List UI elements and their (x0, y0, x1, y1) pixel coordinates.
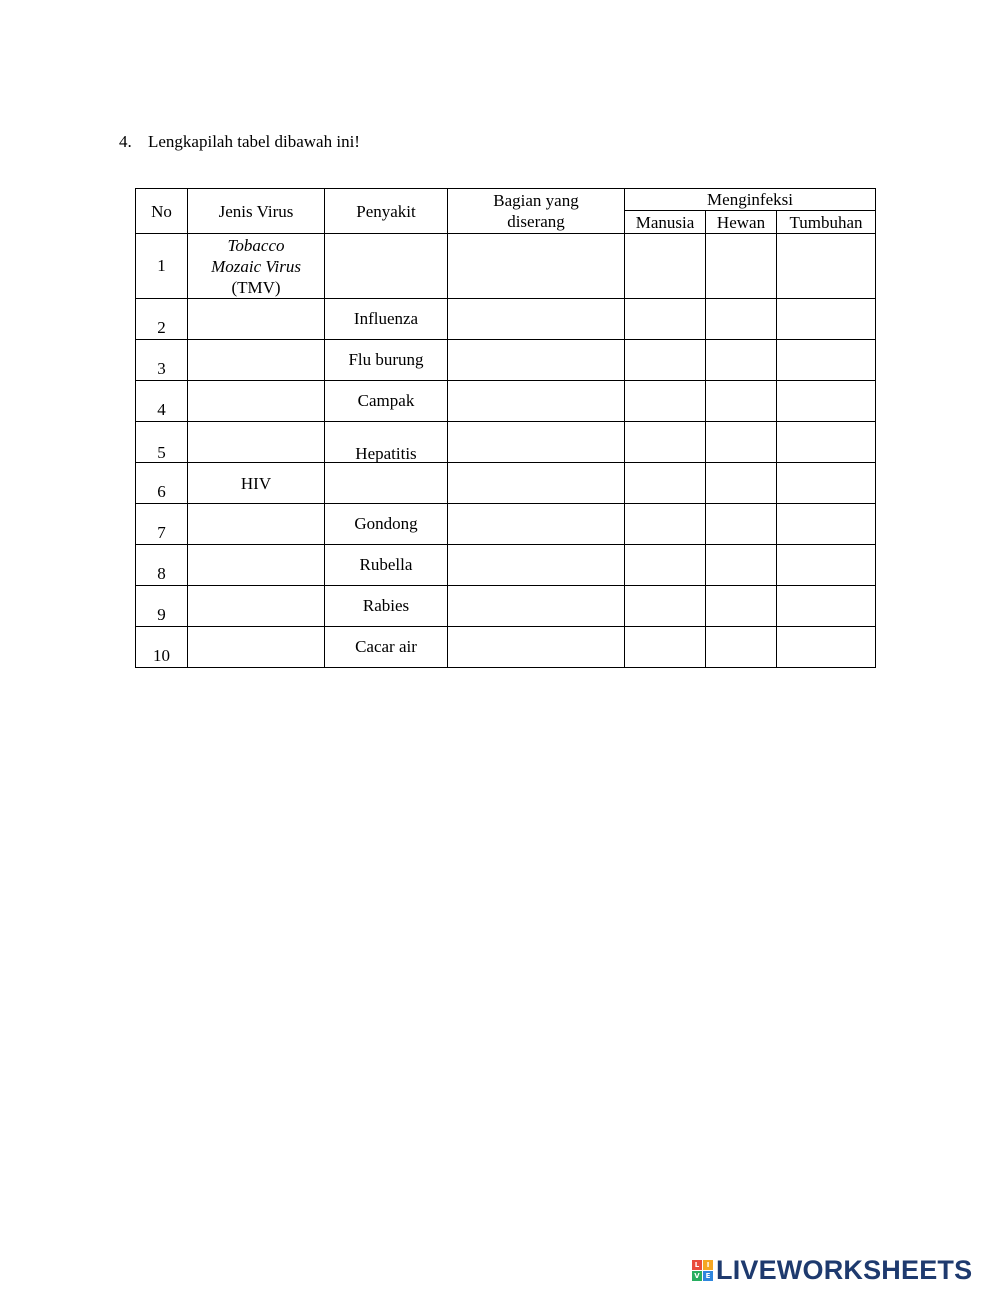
cell-manusia[interactable] (625, 545, 706, 586)
cell-manusia[interactable] (625, 381, 706, 422)
logo-mark-icon (692, 1260, 713, 1281)
cell-manusia[interactable] (625, 586, 706, 627)
cell-jenis-virus: HIV (188, 463, 325, 504)
cell-hewan[interactable] (706, 234, 777, 299)
cell-jenis-virus[interactable] (188, 299, 325, 340)
cell-tumbuhan[interactable] (777, 299, 876, 340)
logo-mark-letter: E (703, 1271, 713, 1281)
cell-bagian-diserang[interactable] (448, 586, 625, 627)
cell-hewan[interactable] (706, 586, 777, 627)
cell-hewan[interactable] (706, 422, 777, 463)
cell-penyakit[interactable] (325, 463, 448, 504)
cell-bagian-diserang[interactable] (448, 234, 625, 299)
cell-tumbuhan[interactable] (777, 422, 876, 463)
table-row (136, 340, 876, 381)
cell-no: 5 (136, 422, 188, 463)
cell-tumbuhan[interactable] (777, 381, 876, 422)
header-no: No (136, 189, 188, 234)
cell-penyakit: Cacar air (325, 627, 448, 668)
cell-penyakit: Rabies (325, 586, 448, 627)
header-tumbuhan: Tumbuhan (777, 211, 876, 234)
question (119, 132, 360, 152)
cell-jenis-virus[interactable] (188, 234, 325, 299)
header-menginfeksi: Menginfeksi (625, 189, 876, 211)
cell-no: 9 (136, 586, 188, 627)
table-row (136, 463, 876, 504)
cell-bagian-diserang[interactable] (448, 381, 625, 422)
cell-manusia[interactable] (625, 234, 706, 299)
question-text: Lengkapilah tabel dibawah ini! (148, 132, 360, 151)
cell-penyakit: Rubella (325, 545, 448, 586)
cell-no: 4 (136, 381, 188, 422)
cell-no: 7 (136, 504, 188, 545)
cell-hewan[interactable] (706, 545, 777, 586)
cell-hewan[interactable] (706, 340, 777, 381)
cell-bagian-diserang[interactable] (448, 299, 625, 340)
cell-bagian-diserang[interactable] (448, 504, 625, 545)
cell-hewan[interactable] (706, 299, 777, 340)
table-row (136, 586, 876, 627)
table-row (136, 504, 876, 545)
logo-mark-letter: I (703, 1260, 713, 1270)
table-row (136, 381, 876, 422)
jenis-virus-abbr: (TMV) (231, 277, 281, 297)
cell-bagian-diserang[interactable] (448, 463, 625, 504)
cell-tumbuhan[interactable] (777, 463, 876, 504)
cell-bagian-diserang[interactable] (448, 545, 625, 586)
table-row (136, 299, 876, 340)
table-row (136, 545, 876, 586)
table-row (136, 422, 876, 463)
header-bagian-diserang: Bagian yang diserang (448, 189, 625, 234)
cell-no: 1 (136, 234, 188, 299)
header-jenis-virus: Jenis Virus (188, 189, 325, 234)
cell-penyakit[interactable] (325, 234, 448, 299)
cell-bagian-diserang[interactable] (448, 627, 625, 668)
cell-manusia[interactable] (625, 299, 706, 340)
cell-tumbuhan[interactable] (777, 586, 876, 627)
cell-no: 2 (136, 299, 188, 340)
logo-mark-letter: V (692, 1271, 702, 1281)
cell-penyakit: Flu burung (325, 340, 448, 381)
cell-jenis-virus[interactable] (188, 586, 325, 627)
cell-no: 10 (136, 627, 188, 668)
header-hewan: Hewan (706, 211, 777, 234)
header-penyakit: Penyakit (325, 189, 448, 234)
cell-penyakit: Gondong (325, 504, 448, 545)
cell-jenis-virus[interactable] (188, 504, 325, 545)
cell-penyakit: Influenza (325, 299, 448, 340)
cell-bagian-diserang[interactable] (448, 340, 625, 381)
cell-hewan[interactable] (706, 463, 777, 504)
cell-no: 3 (136, 340, 188, 381)
cell-manusia[interactable] (625, 463, 706, 504)
table-row (136, 234, 876, 299)
cell-jenis-virus[interactable] (188, 340, 325, 381)
cell-penyakit: Campak (325, 381, 448, 422)
cell-penyakit: Hepatitis (325, 422, 448, 463)
cell-no: 8 (136, 545, 188, 586)
cell-hewan[interactable] (706, 504, 777, 545)
cell-manusia[interactable] (625, 340, 706, 381)
cell-tumbuhan[interactable] (777, 504, 876, 545)
cell-tumbuhan[interactable] (777, 340, 876, 381)
cell-jenis-virus[interactable] (188, 422, 325, 463)
cell-tumbuhan[interactable] (777, 234, 876, 299)
cell-jenis-virus[interactable] (188, 627, 325, 668)
logo-mark-letter: L (692, 1260, 702, 1270)
cell-hewan[interactable] (706, 627, 777, 668)
cell-bagian-diserang[interactable] (448, 422, 625, 463)
cell-no: 6 (136, 463, 188, 504)
virus-table (135, 188, 876, 668)
liveworksheets-logo (692, 1256, 972, 1284)
cell-manusia[interactable] (625, 504, 706, 545)
cell-manusia[interactable] (625, 627, 706, 668)
jenis-virus-name: Tobacco Mozaic Virus (211, 235, 301, 276)
header-manusia: Manusia (625, 211, 706, 234)
cell-jenis-virus[interactable] (188, 545, 325, 586)
cell-tumbuhan[interactable] (777, 627, 876, 668)
logo-text: LIVEWORKSHEETS (716, 1254, 973, 1285)
cell-jenis-virus[interactable] (188, 381, 325, 422)
question-number: 4. (119, 132, 132, 151)
cell-hewan[interactable] (706, 381, 777, 422)
table-row (136, 627, 876, 668)
cell-tumbuhan[interactable] (777, 545, 876, 586)
cell-manusia[interactable] (625, 422, 706, 463)
